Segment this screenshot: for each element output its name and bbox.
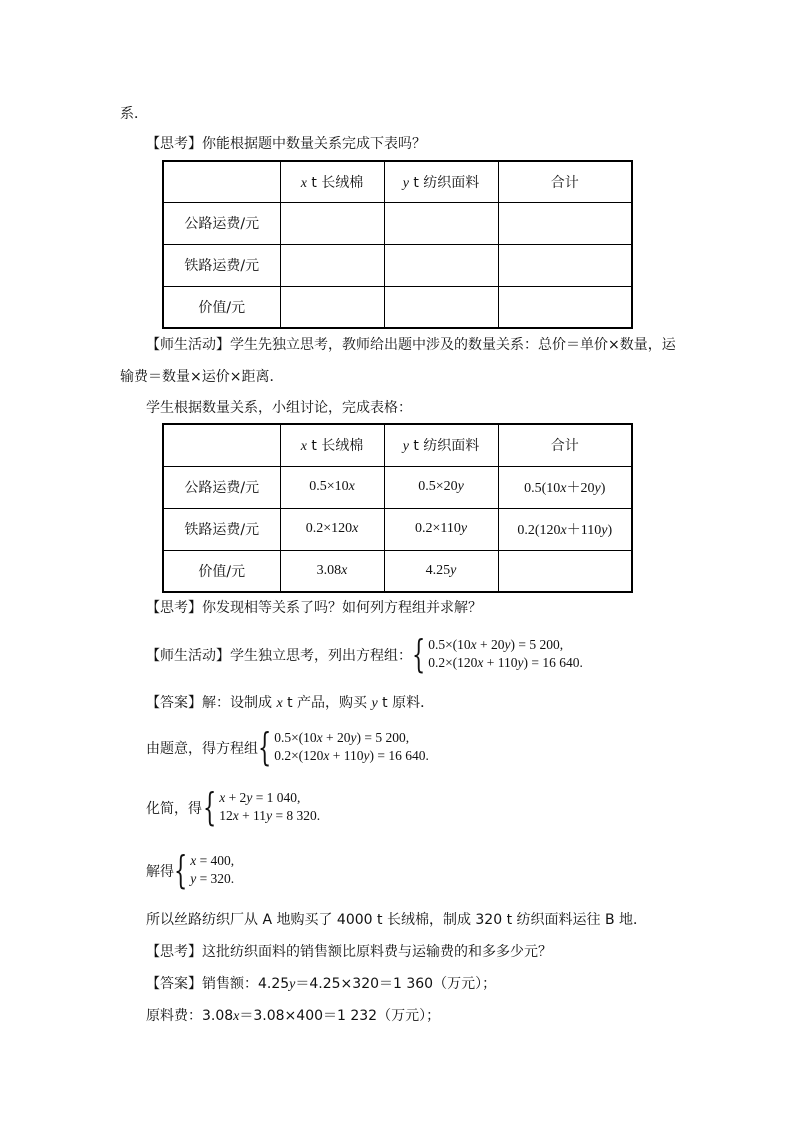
brace: { [258, 725, 272, 769]
empty-table [162, 160, 633, 329]
rail-cotton-cell: 0.2×120x [280, 508, 384, 550]
value-total-cell [498, 550, 632, 592]
header-fabric: y t 纺织面料 [384, 424, 498, 466]
raw-material-cost: 原料费：3.08x＝3.08×400＝1 232（万元）； [146, 1008, 441, 1024]
answer-tag: 【答案】 [146, 976, 202, 992]
row-label-road: 公路运费/元 [163, 466, 280, 508]
simplify-label: 化简，得 [146, 801, 202, 817]
equation-system-3 [203, 785, 321, 829]
activity-tag: 【师生活动】 [146, 648, 230, 664]
activity-1-line-1 [146, 335, 676, 355]
think-question-2 [146, 598, 482, 618]
solve-label: 解得 [146, 864, 174, 880]
brace: { [203, 785, 217, 829]
value-fabric-cell: 4.25y [384, 550, 498, 592]
road-total-cell: 0.5(10x＋20y) [498, 466, 632, 508]
empty-cell [280, 244, 384, 286]
empty-cell [384, 286, 498, 328]
empty-cell [384, 244, 498, 286]
think-text: 你发现相等关系了吗？如何列方程组并求解？ [202, 600, 482, 616]
row-label-value: 价值/元 [163, 550, 280, 592]
road-fabric-cell: 0.5×20y [384, 466, 498, 508]
empty-cell [280, 286, 384, 328]
equation: 12x + 11y = 8 320. [219, 808, 321, 823]
value-cotton-cell: 3.08x [280, 550, 384, 592]
row-label-value: 价值/元 [163, 286, 280, 328]
given-label: 由题意，得方程组 [146, 741, 258, 757]
equation: 0.5×(10x + 20y) = 5 200, [428, 637, 564, 652]
row-label-rail: 铁路运费/元 [163, 244, 280, 286]
equation: x = 400, [190, 853, 235, 868]
brace: { [412, 632, 426, 676]
row-label-rail: 铁路运费/元 [163, 508, 280, 550]
equation: 0.2×(120x + 110y) = 16 640. [428, 655, 583, 670]
equation: 0.2×(120x + 110y) = 16 640. [274, 748, 429, 763]
rail-fabric-cell: 0.2×110y [384, 508, 498, 550]
header-blank-cell [163, 424, 280, 466]
conclusion: 所以丝路纺织厂从 A 地购买了 4000 t 长绒棉，制成 320 t 纺织面料运往 B 地． [146, 912, 648, 928]
think-tag: 【思考】 [146, 944, 202, 960]
equation: x + 2y = 1 040, [219, 790, 301, 805]
empty-cell [384, 202, 498, 244]
header-total: 合计 [498, 161, 632, 202]
header-fabric: y t 纺织面料 [384, 161, 498, 202]
row-label-road: 公路运费/元 [163, 202, 280, 244]
think-text: 这批纺织面料的销售额比原料费与运输费的和多多少元？ [202, 944, 552, 960]
header-blank-cell [163, 161, 280, 202]
activity-1-line-2: 输费＝数量×运价×距离． [120, 369, 284, 385]
empty-cell [498, 244, 632, 286]
think-text: 你能根据题中数量关系完成下表吗？ [202, 136, 426, 152]
intro-tail: 系． [120, 106, 148, 122]
answer-tag: 【答案】 [146, 695, 202, 711]
empty-cell [498, 286, 632, 328]
equation-system-4 [174, 848, 235, 892]
activity-tag: 【师生活动】 [146, 337, 230, 353]
think-question-3 [146, 942, 552, 962]
activity-2 [146, 646, 412, 666]
think-tag: 【思考】 [146, 136, 202, 152]
activity-text: 学生独立思考，列出方程组： [230, 648, 412, 664]
activity-text: 学生先独立思考，教师给出题中涉及的数量关系：总价＝单价×数量，运 [230, 337, 676, 353]
answer-1: 【答案】解：设制成 x t 产品，购买 y t 原料． [146, 695, 435, 711]
equation-system-2 [258, 725, 429, 769]
equation-system-1 [412, 632, 583, 676]
equation: y = 320. [190, 871, 235, 886]
rail-total-cell: 0.2(120x＋110y) [498, 508, 632, 550]
brace: { [174, 848, 188, 892]
think-tag: 【思考】 [146, 600, 202, 616]
header-cotton: x t 长绒棉 [280, 161, 384, 202]
header-total: 合计 [498, 424, 632, 466]
header-cotton: x t 长绒棉 [280, 424, 384, 466]
road-cotton-cell: 0.5×10x [280, 466, 384, 508]
empty-cell [498, 202, 632, 244]
answer-2: 【答案】销售额：4.25y＝4.25×320＝1 360（万元）； [146, 976, 497, 992]
equation: 0.5×(10x + 20y) = 5 200, [274, 730, 410, 745]
student-line: 学生根据数量关系，小组讨论，完成表格： [146, 400, 412, 416]
empty-cell [280, 202, 384, 244]
filled-table [162, 423, 633, 593]
think-question-1 [146, 134, 426, 154]
